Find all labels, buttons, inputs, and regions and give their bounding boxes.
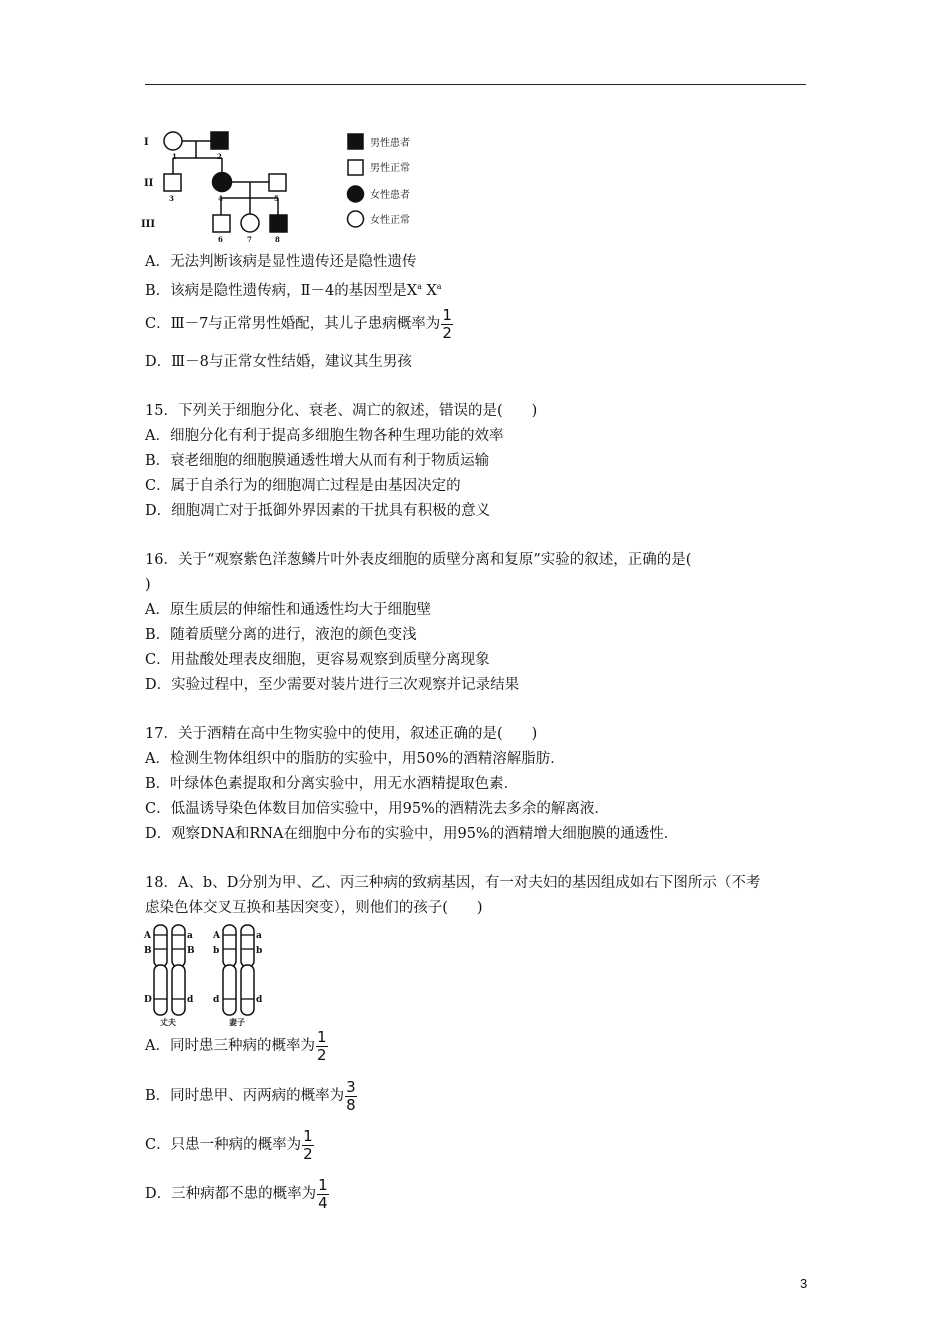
gene-label: A	[144, 931, 151, 941]
q14-option-b-text: X	[421, 283, 437, 299]
q15-option-a: A．细胞分化有利于提高多细胞生物各种生理功能的效率	[145, 428, 504, 444]
q18-option-d-text: D．三种病都不患的概率为	[145, 1186, 317, 1202]
q14-option-a: A．无法判断该病是显性遗传还是隐性遗传	[145, 254, 417, 270]
q18-stem-cont: 虑染色体交叉互换和基因突变），则他们的孩子( )	[145, 900, 483, 916]
pedigree-figure	[140, 126, 440, 248]
gene-label: d	[187, 995, 194, 1005]
husband-label: 丈夫	[160, 1017, 176, 1027]
fraction	[441, 307, 453, 342]
fraction-numerator: 1	[442, 305, 452, 324]
fraction	[345, 1079, 357, 1114]
gene-label: b	[256, 946, 263, 956]
member-number: 1	[172, 152, 177, 161]
fraction	[316, 1029, 328, 1064]
member-number: 4	[218, 194, 223, 203]
legend-label: 女性正常	[370, 215, 410, 226]
page-number: 3	[800, 1276, 808, 1291]
fraction-numerator: 1	[303, 1126, 313, 1145]
wife-label: 妻子	[229, 1017, 245, 1027]
q17-option-b: B．叶绿体色素提取和分离实验中，用无水酒精提取色素．	[145, 776, 519, 792]
q18-option-b	[145, 1078, 357, 1114]
q15-option-c: C．属于自杀行为的细胞凋亡过程是由基因决定的	[145, 478, 461, 494]
gene-label: B	[187, 946, 195, 956]
member-number: 7	[247, 235, 252, 244]
q17-option-d: D．观察DNA和RNA在细胞中分布的实验中，用95%的酒精增大细胞膜的通透性．	[145, 826, 679, 842]
q15-option-b: B．衰老细胞的细胞膜通透性增大从而有利于物质运输	[145, 453, 490, 469]
q17-option-c: C．低温诱导染色体数目加倍实验中，用95%的酒精洗去多余的解离液．	[145, 801, 609, 817]
q14-option-d: D．Ⅲ－8与正常女性结婚，建议其生男孩	[145, 354, 412, 370]
q14-option-b	[145, 277, 442, 301]
gene-label: d	[256, 995, 263, 1005]
q18-option-c-text: C．只患一种病的概率为	[145, 1137, 302, 1153]
fraction-denominator: 2	[303, 1144, 313, 1163]
q14-option-c	[145, 306, 453, 342]
fraction-denominator: 2	[316, 1045, 327, 1064]
gene-label: a	[187, 931, 193, 941]
q16-option-b: B．随着质壁分离的进行，液泡的颜色变浅	[145, 627, 417, 643]
gene-label: A	[213, 931, 220, 941]
generation-label: II	[144, 178, 154, 189]
q17-option-a: A．检测生物体组织中的脂肪的实验中，用50%的酒精溶解脂肪．	[145, 751, 565, 767]
member-number: 2	[217, 152, 222, 161]
member-number: 6	[218, 235, 223, 244]
q15-option-d: D．细胞凋亡对于抵御外界因素的干扰具有积极的意义	[145, 503, 491, 519]
legend-label: 女性患者	[370, 190, 410, 201]
superscript: a	[417, 282, 422, 291]
fraction-denominator: 4	[318, 1193, 328, 1212]
gene-label: b	[213, 946, 220, 956]
q16-stem-cont: )	[145, 577, 151, 593]
generation-label: I	[144, 137, 149, 148]
legend-label: 男性正常	[370, 163, 410, 174]
q18-stem: 18．A、b、D分别为甲、乙、丙三种病的致病基因，有一对夫妇的基因组成如右下图所示（不考	[145, 875, 761, 891]
legend-label: 男性患者	[370, 138, 410, 149]
q16-option-d: D．实验过程中，至少需要对装片进行三次观察并记录结果	[145, 677, 520, 693]
q18-option-a	[145, 1028, 328, 1064]
q16-stem: 16．关于“观察紫色洋葱鳞片叶外表皮细胞的质壁分离和复原”实验的叙述，正确的是(	[145, 552, 692, 568]
q18-option-b-text: B．同时患甲、丙两病的概率为	[145, 1088, 345, 1104]
q14-option-c-text: C．Ⅲ－7与正常男性婚配，其儿子患病概率为	[145, 316, 441, 332]
gene-label: B	[144, 946, 152, 956]
fraction	[317, 1177, 329, 1212]
q16-option-c: C．用盐酸处理表皮细胞，更容易观察到质壁分离现象	[145, 652, 490, 668]
generation-label: III	[141, 219, 156, 230]
q16-option-a: A．原生质层的伸缩性和通透性均大于细胞壁	[145, 602, 431, 618]
chromosome-figure	[140, 921, 270, 1027]
gene-label: a	[256, 931, 262, 941]
fraction-numerator: 1	[316, 1027, 327, 1046]
q18-option-d	[145, 1176, 329, 1212]
q15-stem: 15．下列关于细胞分化、衰老、凋亡的叙述，错误的是( )	[145, 403, 538, 419]
q18-option-a-text: A．同时患三种病的概率为	[145, 1038, 315, 1054]
q14-option-b-text: B．该病是隐性遗传病，Ⅱ－4的基因型是X	[145, 283, 418, 299]
fraction-denominator: 8	[346, 1095, 356, 1114]
fraction	[302, 1128, 314, 1163]
fraction-denominator: 2	[442, 323, 452, 342]
fraction-numerator: 1	[318, 1175, 328, 1194]
member-number: 5	[274, 194, 279, 203]
gene-label: d	[213, 995, 220, 1005]
q18-option-c	[145, 1127, 314, 1163]
header-rule	[145, 84, 806, 85]
member-number: 8	[275, 235, 280, 244]
member-number: 3	[169, 194, 174, 203]
gene-label: D	[144, 995, 152, 1005]
superscript: a	[436, 282, 442, 291]
q17-stem: 17．关于酒精在高中生物实验中的使用，叙述正确的是( )	[145, 726, 538, 742]
fraction-numerator: 3	[346, 1077, 356, 1096]
